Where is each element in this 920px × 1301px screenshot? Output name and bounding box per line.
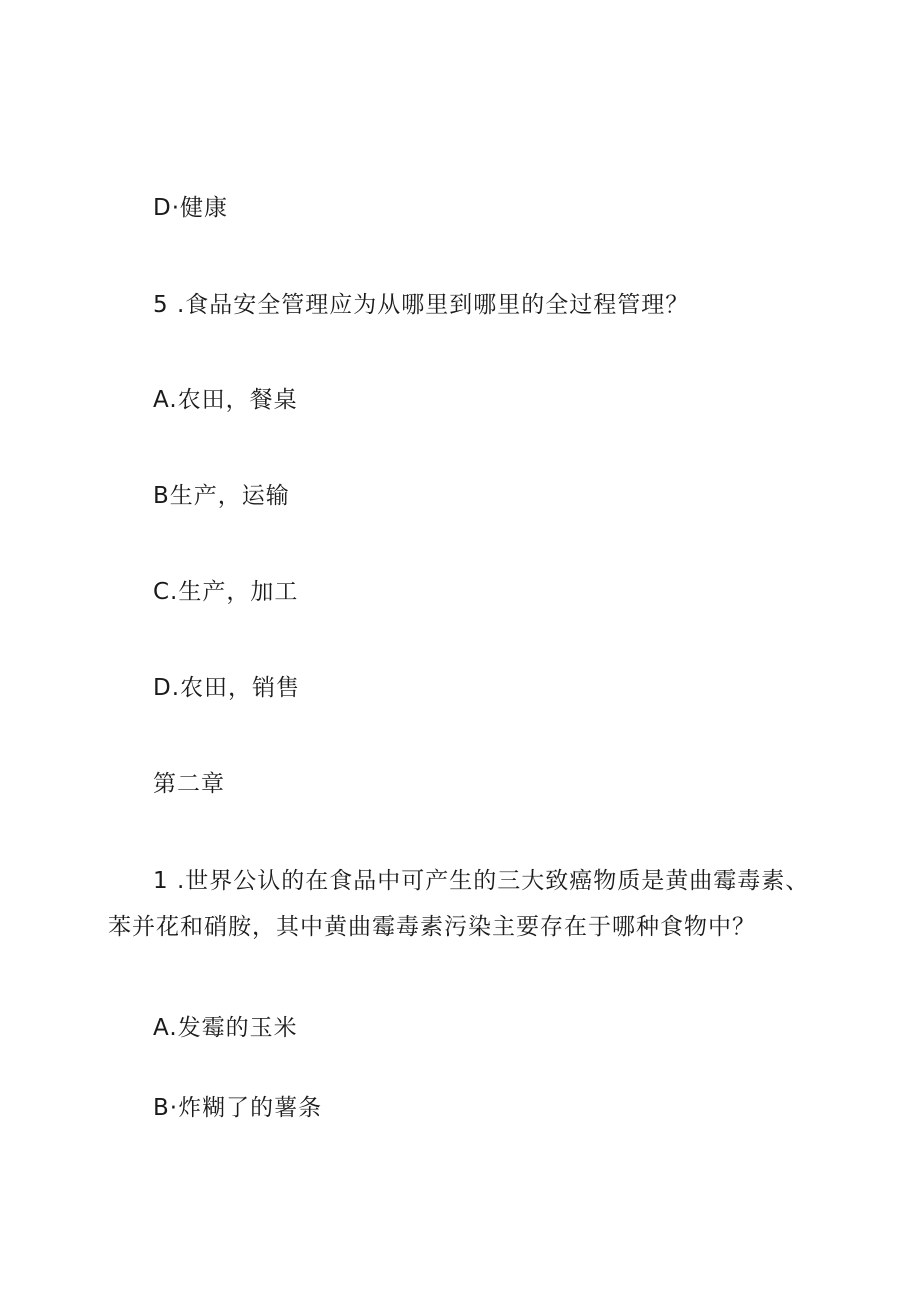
- chapter-title: 第二章: [153, 771, 225, 797]
- question-1-option-a: A.发霉的玉米: [153, 1015, 298, 1041]
- question-1-text-line2: 苯并花和硝胺，其中黄曲霉毒素污染主要存在于哪种食物中？: [108, 914, 756, 940]
- question-1-text-line1: 1 .世界公认的在食品中可产生的三大致癌物质是黄曲霉毒素、: [153, 868, 810, 894]
- question-5-option-c: C.生产，加工: [153, 579, 299, 605]
- option-d-previous: D·健康: [153, 195, 229, 221]
- question-5-option-a: A.农田，餐桌: [153, 387, 298, 413]
- question-5-option-b: B生产，运输: [153, 483, 290, 509]
- question-5-option-d: D.农田，销售: [153, 675, 301, 701]
- question-5-text: 5 .食品安全管理应为从哪里到哪里的全过程管理？: [153, 292, 690, 318]
- question-1-option-b: B·炸糊了的薯条: [153, 1095, 323, 1121]
